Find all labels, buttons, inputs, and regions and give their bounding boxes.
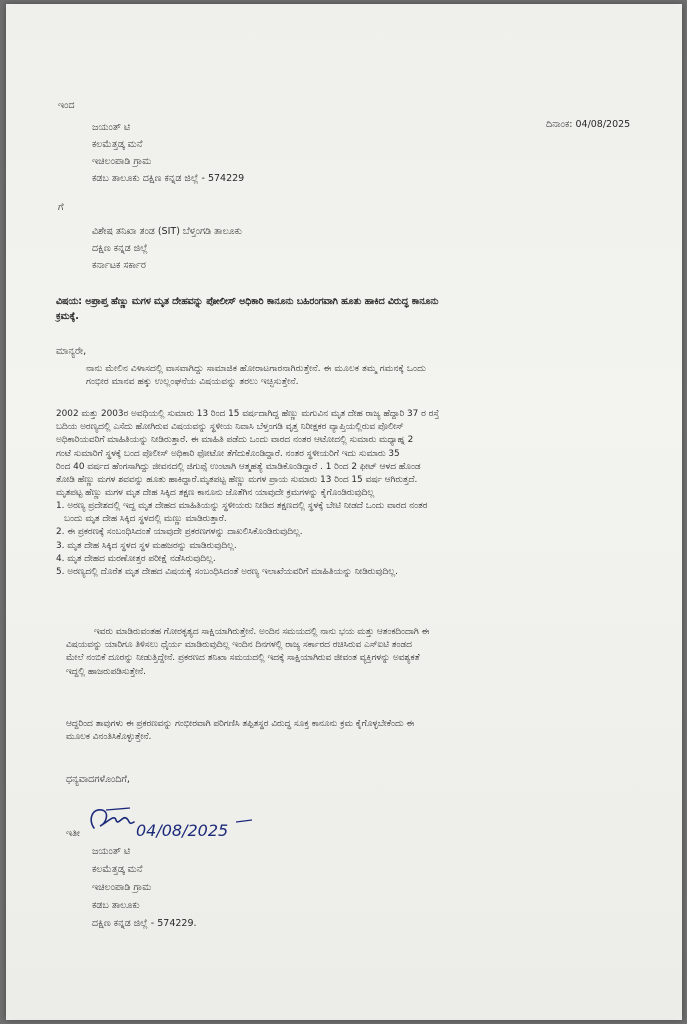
list-item: 4. ಮೃತ ದೇಹದ ಮರಣೋತ್ತರ ಪರೀಕ್ಷೆ ನಡೆಸಿರುವುದಿಲ್ಲ. [56, 553, 216, 564]
paragraph-incident [56, 408, 439, 500]
list-item: 5. ಅರಣ್ಯದಲ್ಲಿ ದೊರೆತ ಮೃತ ದೇಹದ ವಿಷಯಕ್ಕೆ ಸಂಬಂಧಿಸಿದಂತೆ ಅರಣ್ಯ ಇಲಾಖೆಯವರಿಗೆ ಮಾಹಿತಿಯನ್ನು ನೀಡಿರುವುದಿಲ್ಲ. [56, 567, 398, 578]
paragraph-line: ಮೂಲಕ ವಿನಂತಿಸಿಕೊಳ್ಳುತ್ತೇನೆ. [66, 732, 152, 743]
signature [86, 802, 256, 844]
paragraph-line: ಇದ್ದಲ್ಲಿ ಹಾಜರುಪಡಿಸುತ್ತೇನೆ. [66, 666, 146, 677]
paragraph-line: ರಿಂದ 40 ವರ್ಷದ ಹೆಂಗಸಾಗಿದ್ದು ಜೀವನದಲ್ಲಿ ಜಿಗುಪ್ಸೆ ಉಂಟಾಗಿ ಆತ್ಮಹತ್ಯೆ ಮಾಡಿಕೊಂಡಿದ್ದಾರೆ . 1 ರಿಂದ 2 ಫೀಟ್ ಆಳದ ಹೊಂಡ [56, 461, 421, 472]
footer-district: ದಕ್ಷಿಣ ಕನ್ನಡ ಜಿಲ್ಲೆ - 574229. [92, 918, 197, 929]
paragraph-line: ಗಂಟೆ ಸುಮಾರಿಗೆ ಸ್ಥಳಕ್ಕೆ ಬಂದ ಪೊಲೀಸ್ ಅಧಿಕಾರಿ ಫೋಟೋ ತೆಗೆದುಕೊಂಡಿದ್ದಾರೆ. ನಂತರ ಸ್ಥಳೀಯರಿಗೆ ಇದು ಸುಮಾರು 35 [56, 448, 400, 459]
footer-name: ಜಯಂತ್ ಟಿ [92, 846, 131, 857]
paragraph-intro [86, 362, 426, 388]
paragraph-line: ಆದ್ದರಿಂದ ತಾವುಗಳು ಈ ಪ್ರಕರಣವನ್ನು ಗಂಭೀರವಾಗಿ ಪರಿಗಣಿಸಿ ತಪ್ಪಿತಸ್ಥರ ವಿರುದ್ಧ ಸೂಕ್ತ ಕಾನೂನು ಕ್ರಮ ಕೈಗೊಳ್ಳಬೇಕೆಂದು ಈ [66, 719, 415, 729]
subject-line1: ವಿಷಯ: ಅಪ್ರಾಪ್ತ ಹೆಣ್ಣು ಮಗಳ ಮೃತ ದೇಹವನ್ನು ಪೋಲೀಸ್ ಅಧಿಕಾರಿ ಕಾನೂನು ಬಹಿರಂಗವಾಗಿ ಹೂತು ಹಾಕಿದ ವಿರುದ್ಧ ಕಾನೂನು [56, 296, 439, 307]
paragraph-line: ಮೃತಪಟ್ಟ ಹೆಣ್ಣು ಮಗಳ ಮೃತ ದೇಹ ಸಿಕ್ಕಿದ ತಕ್ಷಣ ಕಾನೂನು ಜೊತೆಗಿನ ಯಾವುದೇ ಕ್ರಮಗಳನ್ನು ಕೈಗೊಂಡಿರುವುದಿಲ್ಲ [56, 488, 375, 499]
recipient-line3: ಕರ್ನಾಟಕ ಸರ್ಕಾರ [92, 260, 146, 271]
paragraph-line: ವಿಷಯವನ್ನು ಯಾರಿಗೂ ತಿಳಿಸಲು ಧೈರ್ಯ ಮಾಡಿರುವುದಿಲ್ಲ ಇಂದಿನ ದಿನಗಳಲ್ಲಿ ರಾಜ್ಯ ಸರ್ಕಾರದ ರಚಿಸಿರುವ ಎಸ್‌ಐಟಿ ತಂಡದ [66, 640, 412, 651]
paragraph-line: ನಾನು ಮೇಲಿನ ವಿಳಾಸದಲ್ಲಿ ವಾಸವಾಗಿದ್ದು ಸಾಮಾಜಿಕ ಹೋರಾಟಗಾರನಾಗಿರುತ್ತೇನೆ. ಈ ಮೂಲಕ ತಮ್ಮ ಗಮನಕ್ಕೆ ಒಂದು [86, 363, 426, 374]
paragraph-line: ಗಂಭೀರ ಮಾನವ ಹಕ್ಕು ಉಲ್ಲಂಘನೆಯ ವಿಷಯವನ್ನು ತರಲು ಇಚ್ಛಿಸುತ್ತೇನೆ. [86, 376, 299, 388]
sender-address: ಕಡಬ ತಾಲೂಕು ದಕ್ಷಿಣ ಕನ್ನಡ ಜಿಲ್ಲೆ - 574229 [92, 173, 245, 184]
signature-drawing [86, 802, 256, 844]
list-item: 1. ಅರಣ್ಯ ಪ್ರದೇಶದಲ್ಲಿ ಇದ್ದ ಮೃತ ದೇಹದ ಮಾಹಿತಿಯನ್ನು ಸ್ಥಳೀಯರು ನೀಡಿದ ತಕ್ಷಣದಲ್ಲಿ ಸ್ಥಳಕ್ಕೆ ಬೇಟಿ ನೀಡದೆ ಒಂದು ವಾರದ ನಂತರ [56, 501, 428, 511]
paragraph-line: ಅಧಿಕಾರಿಯವರಿಗೆ ಮಾಹಿತಿಯನ್ನು ನೀಡಿರುತ್ತಾರೆ. ಈ ಮಾಹಿತಿ ಪಡೆದು ಒಂದು ವಾರದ ನಂತರ ಆಟೋದಲ್ಲಿ ಸುಮಾರು ಮಧ್ಯಾಹ್ನ 2 [56, 435, 414, 446]
from-label: ಇಂದ [58, 100, 75, 111]
salutation: ಮಾನ್ಯರೇ, [56, 346, 87, 357]
paragraph-line: 2002 ಮತ್ತು 2003ರ ಅವಧಿಯಲ್ಲಿ ಸುಮಾರು 13 ರಿಂದ 15 ವರ್ಷದಾಗಿದ್ದ ಹೆಣ್ಣು ಮಗುವಿನ ಮೃತ ದೇಹ ರಾಜ್ಯ ಹೆದ್ದಾರಿ 37 ರ ರಸ್ತೆ [56, 409, 440, 419]
list-item: 3. ಮೃತ ದೇಹ ಸಿಕ್ಕಿದ ಸ್ಥಳದ ಸ್ಥಳ ಮಹಜರನ್ನು ಮಾಡಿರುವುದಿಲ್ಲ. [56, 540, 237, 551]
recipient-line1: ವಿಶೇಷ ತನಿಖಾ ತಂಡ (SIT) ಬೆಳ್ತಂಗಡಿ ತಾಲೂಕು [92, 226, 243, 237]
sender-house: ಕಲಮೆತ್ತಡ್ಕ ಮನೆ [92, 139, 143, 150]
letter-page [6, 4, 682, 1020]
footer-village: ಇಚಿಲಂಪಾಡಿ ಗ್ರಾಮ [92, 882, 152, 893]
paragraph-line: ಮೇಲೆ ನಂಬಿಕೆ ದೂರನ್ನು ನೀಡುತ್ತಿದ್ದೇನೆ. ಪ್ರಕರಣದ ತನಿಖಾ ಸಮಯದಲ್ಲಿ ಇದಕ್ಕೆ ಸಾಕ್ಷಿಯಾಗಿರುವ ಜೀವಂತ ವ್ಯಕ್ತಿಗಳನ್ನು ಅವಶ್ಯಕತೆ [66, 653, 420, 664]
list-item: ಬಂದು ಮೃತ ದೇಹ ಸಿಕ್ಕಿದ ಸ್ಥಳದಲ್ಲಿ ಮಣ್ಣು ಮಾಡಿರುತ್ತಾರೆ. [64, 514, 227, 525]
signature-date: 04/08/2025 [136, 821, 229, 840]
recipient-line2: ದಕ್ಷಿಣ ಕನ್ನಡ ಜಿಲ್ಲೆ [92, 243, 148, 254]
subject-line2: ಕ್ರಮಕ್ಕೆ. [56, 311, 79, 322]
footer-taluk: ಕಡಬ ತಾಲೂಕು [92, 900, 140, 911]
list-item: 2. ಈ ಪ್ರಕರಣಕ್ಕೆ ಸಂಬಂಧಿಸಿದಂತೆ ಯಾವುದೇ ಪ್ರಕರಣಗಳನ್ನು ದಾಖಲಿಸಿಕೊಂಡಿರುವುದಿಲ್ಲ. [56, 527, 303, 538]
closing-label: ಇತೀ [66, 828, 80, 839]
paragraph-request [66, 718, 414, 744]
paragraph-line: ಬದಿಯ ಅರಣ್ಯದಲ್ಲಿ ಎಸೆದು ಹೋಗಿರುವ ವಿಷಯವನ್ನು ಸ್ಥಳೀಯ ನಿವಾಸಿ ಬೆಳ್ತಂಗಡಿ ವೃತ್ತ ನಿರೀಕ್ಷಕರ ವ್ಯಾಪ್ತಿಯಲ್ಲಿರುವ ಪೊಲೀಸ್ [56, 422, 404, 433]
sender-name: ಜಯಂತ್ ಟಿ [92, 122, 131, 133]
footer-house: ಕಲಮೆತ್ತಡ್ಕ ಮನೆ [92, 864, 143, 875]
to-label: ಗೆ [58, 202, 64, 213]
paragraph-line: ತೋಡಿ ಹೆಣ್ಣು ಮಗಳ ಶವವನ್ನು ಹೂತು ಹಾಕಿದ್ದಾರೆ.ಮೃತಪಟ್ಟ ಹೆಣ್ಣು ಮಗಳ ಪ್ರಾಯ ಸುಮಾರು 13 ರಿಂದ 15 ವರ್ಷ ಆಗಿರುತ್ತದೆ. [56, 475, 418, 486]
paragraph-witness [66, 626, 429, 679]
numbered-points [56, 500, 427, 579]
thanks-line: ಧನ್ಯವಾದಗಳೊಂದಿಗೆ, [66, 774, 130, 785]
date: ದಿನಾಂಕ: 04/08/2025 [546, 119, 631, 130]
paragraph-line: ಇವರು ಮಾಡಿರುವಂತಹ ಗೋರಕೃತ್ಯದ ಸಾಕ್ಷಿಯಾಗಿರುತ್ತೇನೆ. ಅಂದಿನ ಸಮಯದಲ್ಲಿ ನಾನು ಭಯ ಮತ್ತು ಆತಂಕದಿಂದಾಗಿ ಈ [94, 627, 430, 637]
sender-village: ಇಚಿಲಂಪಾಡಿ ಗ್ರಾಮ [92, 156, 152, 167]
